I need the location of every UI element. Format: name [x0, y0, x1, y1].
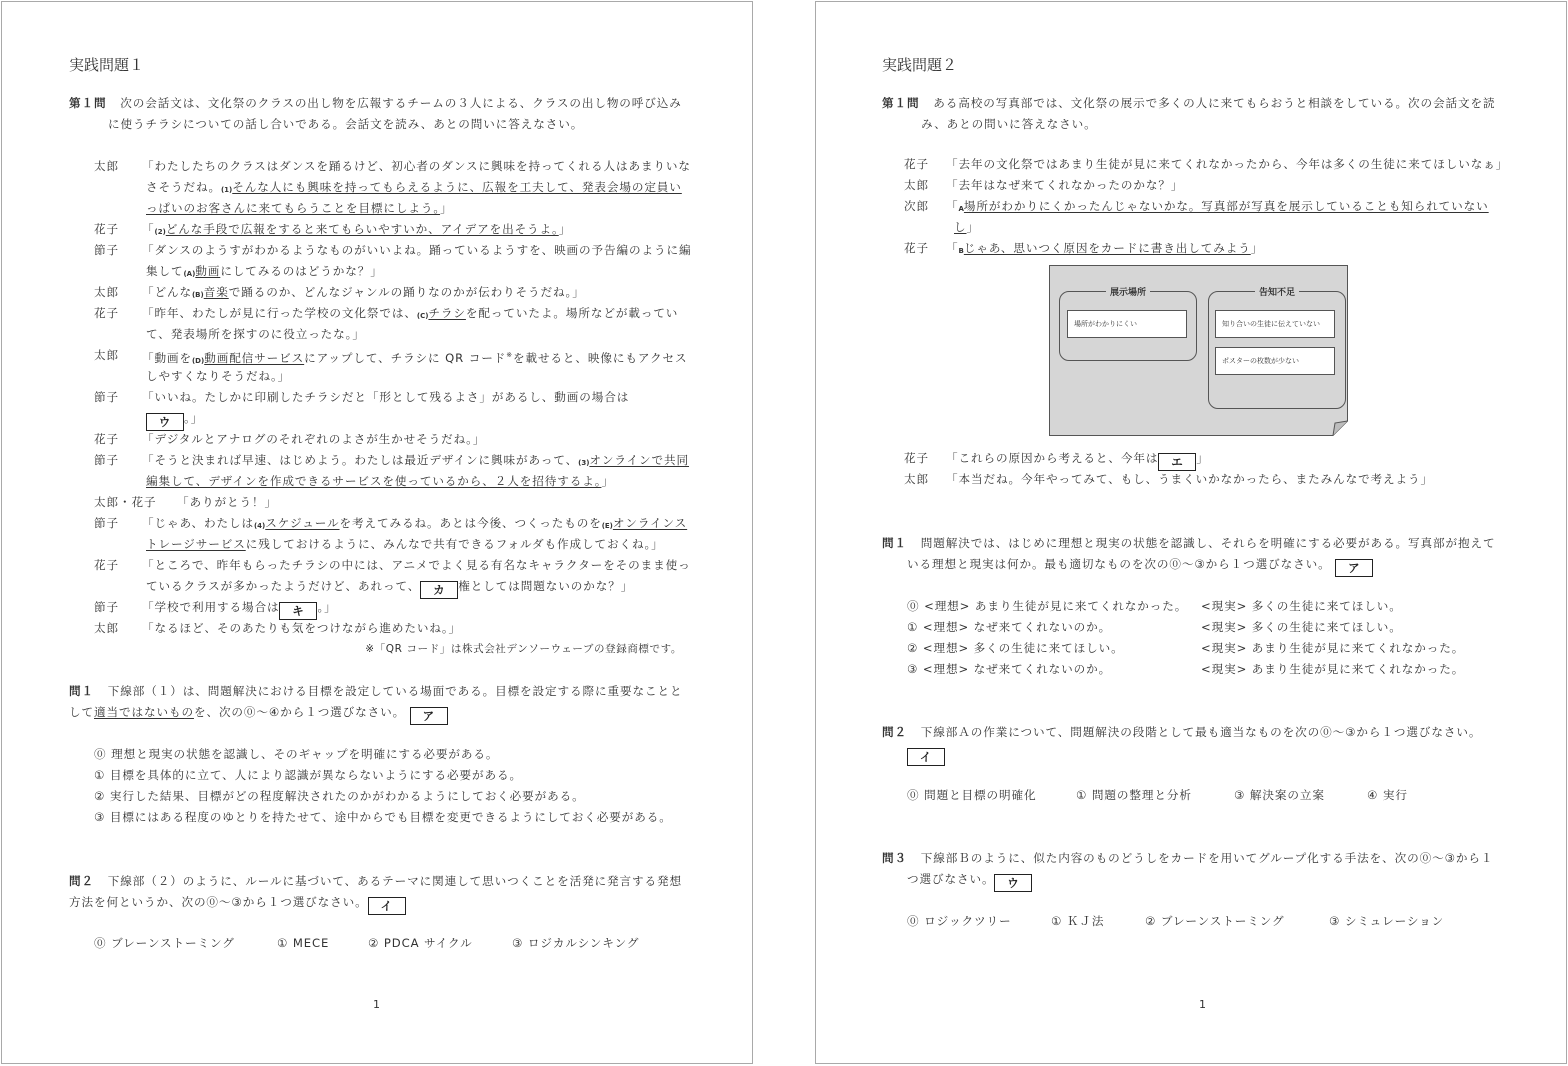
question-2: 問２ 下線部Ａの作業について、問題解決の段階として最も適当なものを次の⓪〜③から１つ選びなさい。 — [882, 725, 1482, 739]
answer-blank-ki: キ — [279, 602, 317, 620]
question-intro-line: 第１問 ある高校の写真部では、文化祭の展示で多くの人に来てもらおうと相談をしている。次の会話文を読 — [882, 96, 1496, 110]
dialogue-line: 「これらの原因から考えると、今年は エ 」 — [946, 451, 1209, 469]
speaker: 太郎 — [904, 178, 929, 192]
speaker: 花子 — [904, 157, 929, 171]
dialogue-line: 編集して、デザインを作成できるサービスを使っているから、２人を招待するよ。」 — [146, 474, 614, 488]
dialogue-line: 「本当だね。今年やってみて、もし、うまくいかなかったら、またみんなで考えよう」 — [946, 472, 1434, 486]
dialogue-line: し」 — [954, 220, 979, 234]
option-real: <現実> 多くの生徒に来てほしい。 — [1201, 599, 1402, 613]
speaker: 太郎 — [94, 285, 119, 299]
idea-card: 知り合いの生徒に伝えていない — [1215, 310, 1335, 338]
footnote: ※「QR コード」は株式会社デンソーウェーブの登録商標です。 — [365, 643, 682, 655]
option: ③ シミュレーション — [1329, 914, 1445, 928]
speaker: 節子 — [94, 453, 119, 467]
dialogue-line: 「いいね。たしかに印刷したチラシだと「形として残るよさ」があるし、動画の場合は — [142, 390, 630, 404]
answer-blank-i: イ — [368, 897, 406, 915]
option-ideal: ③ <理想> なぜ来てくれないのか。 — [907, 662, 1112, 676]
dialogue-line: 「昨年、わたしが見に行った学校の文化祭では、(C)チラシを配っていたよ。場所などが載ってい — [142, 306, 679, 320]
question-label: 第１問 — [69, 96, 107, 110]
speaker: 太郎・花子 — [94, 495, 157, 509]
option-ideal: ② <理想> 多くの生徒に来てほしい。 — [907, 641, 1124, 655]
option-ideal: ⓪ <理想> あまり生徒が見に来てくれなかった。 — [907, 599, 1188, 613]
answer-blank-a: ア — [1335, 559, 1373, 577]
answer-blank-ka: カ — [420, 581, 458, 599]
page-number: 1 — [373, 998, 380, 1011]
dialogue-line: 「去年の文化祭ではあまり生徒が見に来てくれなかったから、今年は多くの生徒に来てほしいなぁ」 — [946, 157, 1509, 171]
question-text: つ選びなさい。 ウ — [907, 871, 1032, 892]
dialogue-line: 「わたしたちのクラスはダンスを踊るけど、初心者のダンスに興味を持ってくれる人はあまりいな — [142, 159, 691, 173]
dialogue-line: 集して(A)動画にしてみるのはどうかな？」 — [146, 264, 383, 278]
dialogue-line: 「ありがとう！」 — [177, 495, 277, 509]
dialogue-line: 「どんな(B)音楽で踊るのか、どんなジャンルの踊りなのかが伝わりそうだね。」 — [142, 285, 585, 299]
speaker: 太郎 — [94, 621, 119, 635]
question-label: 問１ — [69, 684, 94, 698]
dialogue-line: 「(2)どんな手段で広報をすると来てもらいやすいか、アイデアを出そうよ。」 — [142, 222, 572, 236]
question-label: 問１ — [882, 536, 907, 550]
dialogue-line: ウ 。」 — [146, 410, 203, 431]
option: ① 問題の整理と分析 — [1076, 788, 1192, 802]
speaker: 太郎 — [904, 472, 929, 486]
option-real: <現実> あまり生徒が見に来てくれなかった。 — [1201, 641, 1465, 655]
answer-blank-u: ウ — [994, 874, 1032, 892]
dialogue-line: 「学校で利用する場合は キ 。」 — [142, 600, 337, 618]
speaker: 太郎 — [94, 348, 119, 362]
option: ⓪ ブレーンストーミング — [94, 936, 235, 950]
option: ② 実行した結果、目標がどの程度解決されたのかがわかるようにしておく必要がある。 — [94, 789, 585, 803]
kj-card-diagram — [1049, 265, 1349, 436]
dialogue-line: て、発表場所を探すのに役立ったな。」 — [146, 327, 365, 341]
question-label: 問２ — [69, 874, 94, 888]
question-text: 方法を何というか、次の⓪〜③から１つ選びなさい。 イ — [69, 894, 406, 915]
speaker: 花子 — [94, 306, 119, 320]
dialogue-line: 「ところで、昨年もらったチラシの中には、アニメでよく見る有名なキャラクターをそのまま使っ — [142, 558, 691, 572]
answer-blank-e: エ — [1158, 453, 1196, 471]
speaker: 節子 — [94, 600, 119, 614]
speaker: 節子 — [94, 390, 119, 404]
dialogue-line: 「そうと決まれば早速、はじめよう。わたしは最近デザインに興味があって、(3)オンラインで共同 — [142, 453, 690, 467]
idea-card: 場所がわかりにくい — [1067, 310, 1187, 338]
question-text: いる理想と現実は何か。最も適切なものを次の⓪〜③から１つ選びなさい。 ア — [907, 556, 1373, 577]
question-2: 問２ 下線部（２）のように、ルールに基づいて、あるテーマに関連して思いつくことを活発に発言する発想 — [69, 874, 683, 888]
answer-blank-a: ア — [410, 707, 448, 725]
answer-blank-u: ウ — [146, 413, 184, 431]
option-ideal: ① <理想> なぜ来てくれないのか。 — [907, 620, 1112, 634]
option: ⓪ 問題と目標の明確化 — [907, 788, 1037, 802]
document-page-1 — [1, 1, 753, 1064]
dialogue-line: しやすくなりそうだね。」 — [146, 369, 291, 383]
dialogue-line: 「動画を(D)動画配信サービスにアップして、チラシに QR コード※を載せると、映像にもアクセス — [142, 350, 688, 365]
group-title: 展示場所 — [1106, 288, 1150, 298]
option-real: <現実> 多くの生徒に来てほしい。 — [1201, 620, 1402, 634]
option: ⓪ ロジックツリー — [907, 914, 1012, 928]
page-title: 実践問題１ — [69, 56, 145, 74]
speaker: 花子 — [94, 432, 119, 446]
question-label: 第１問 — [882, 96, 920, 110]
speaker: 太郎 — [94, 159, 119, 173]
dialogue-line: 「Bじゃあ、思いつく原因をカードに書き出してみよう」 — [946, 241, 1264, 255]
option: ② ブレーンストーミング — [1145, 914, 1285, 928]
dialogue-line: 「ダンスのようすがわかるようなものがいいよね。踊っているようすを、映画の予告編のように編 — [142, 243, 692, 257]
page-number: 1 — [1199, 998, 1206, 1011]
question-1: 問１ 下線部（１）は、問題解決における目標を設定している場面である。目標を設定する際に重要なことと — [69, 684, 683, 698]
dialogue-line: 「A場所がわかりにくかったんじゃないかな。写真部が写真を展示していることも知られていない — [946, 199, 1489, 213]
dialogue-line: っぱいのお客さんに来てもらうことを目標にしよう。」 — [146, 201, 453, 215]
option: ② PDCA サイクル — [368, 936, 473, 950]
question-text — [907, 745, 945, 766]
speaker: 節子 — [94, 516, 119, 530]
intro-text: に使うチラシについての話し合いである。会話文を読み、あとの問いに答えなさい。 — [108, 117, 584, 131]
option: ③ 目標にはある程度のゆとりを持たせて、途中からでも目標を変更できるようにしておく必要がある。 — [94, 810, 672, 824]
group-title: 告知不足 — [1255, 288, 1299, 298]
option: ⓪ 理想と現実の状態を認識し、そのギャップを明確にする必要がある。 — [94, 747, 499, 761]
option: ③ 解決案の立案 — [1234, 788, 1325, 802]
option: ① ＫＪ法 — [1051, 914, 1105, 928]
dialogue-line: 「去年はなぜ来てくれなかったのかな？」 — [946, 178, 1184, 192]
dialogue-line: さそうだね。(1)そんな人にも興味を持ってもらえるように、広報を工夫して、発表会場の定員い — [146, 180, 682, 194]
option: ③ ロジカルシンキング — [512, 936, 640, 950]
question-1: 問１ 問題解決では、はじめに理想と現実の状態を認識し、それらを明確にする必要がある。写真部が抱えて — [882, 536, 1496, 550]
dialogue-line: 「デジタルとアナログのそれぞれのよさが生かせそうだね。」 — [142, 432, 486, 446]
intro-text: 次の会話文は、文化祭のクラスの出し物を広報するチームの３人による、クラスの出し物の呼び込み — [120, 96, 682, 110]
dialogue-line: 「なるほど、そのあたりも気をつけながら進めたいね。」 — [142, 621, 462, 635]
speaker: 次郎 — [904, 199, 929, 213]
speaker: 花子 — [904, 451, 929, 465]
answer-blank-i: イ — [907, 748, 945, 766]
idea-card: ポスターの枚数が少ない — [1215, 347, 1335, 375]
card-group-exhibit-location — [1059, 288, 1197, 361]
question-text: して適当ではないものを、次の⓪〜④から１つ選びなさい。 ア — [69, 704, 448, 725]
document-page-2 — [815, 1, 1567, 1064]
intro-text: み、あとの問いに答えなさい。 — [921, 117, 1097, 131]
question-intro-line — [69, 95, 682, 111]
speaker: 花子 — [94, 558, 119, 572]
dialogue-line: トレージサービスに残しておけるように、みんなで共有できるフォルダも作成しておくね。」 — [146, 537, 664, 551]
speaker: 花子 — [904, 241, 929, 255]
dialogue-line: 「じゃあ、わたしは(4)スケジュールを考えてみるね。あとは今後、つくったものを(E)オンラインス — [142, 516, 688, 530]
dialogue-line: ているクラスが多かったようだけど、あれって、 カ 権としては問題ないのかな？」 — [146, 579, 634, 597]
option: ④ 実行 — [1367, 788, 1408, 802]
option: ① MECE — [277, 936, 330, 950]
option: ① 目標を具体的に立て、人により認識が異ならないようにする必要がある。 — [94, 768, 522, 782]
option-real: <現実> あまり生徒が見に来てくれなかった。 — [1201, 662, 1465, 676]
speaker: 花子 — [94, 222, 119, 236]
card-group-lack-of-notice — [1208, 288, 1346, 409]
question-label: 問２ — [882, 725, 907, 739]
page-title: 実践問題２ — [882, 56, 958, 74]
question-3: 問３ 下線部Ｂのように、似た内容のものどうしをカードを用いてグループ化する手法を、次の⓪〜③から１ — [882, 851, 1494, 865]
speaker: 節子 — [94, 243, 119, 257]
question-label: 問３ — [882, 851, 907, 865]
